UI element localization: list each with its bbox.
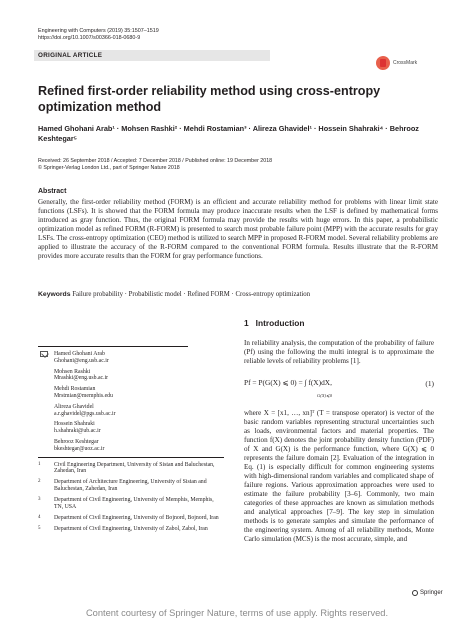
affiliation-text: Department of Architecture Engineering, University of Sistan and Baluchestan, Zahedan, Iran xyxy=(54,479,207,493)
equation-body: Pf = P(G(X) ⩽ 0) = ∫ f(X)dX, xyxy=(244,378,332,387)
doi-link[interactable]: https://doi.org/10.1007/s00366-018-0680-9 xyxy=(38,35,141,41)
affiliation-item xyxy=(38,526,224,533)
section-title: Introduction xyxy=(255,318,305,328)
contact-item xyxy=(38,404,224,418)
publisher-name: Springer xyxy=(420,590,443,596)
contact-email[interactable]: bkeshtegar@uoz.ac.ir xyxy=(54,445,105,452)
keywords-text: Failure probability · Probabilistic model · Refined FORM · Cross-entropy optimization xyxy=(72,291,311,298)
equation-1 xyxy=(244,373,434,403)
contact-list xyxy=(38,351,224,453)
journal-info xyxy=(38,28,159,42)
dates-line: Received: 26 September 2018 / Accepted: 7 December 2018 / Published online: 19 December 2018 xyxy=(38,158,273,164)
equation-number: (1) xyxy=(425,379,434,388)
author-list: Hamed Ghohani Arab¹ · Mohsen Rashki² · Mehdi Rostamian³ · Alireza Ghavidel¹ · Hossein Shahraki⁴ · Behrooz Keshtegar⁵ xyxy=(38,124,419,143)
contact-item xyxy=(38,369,224,383)
abstract-text: Generally, the first-order reliability method (FORM) is an efficient and accurate reliability method for problems with linear limit state functions (LSFs). It is showed that the FORM formula may produce inaccurate results when the LSF is defined by mathematical forms introduced as gray function. Thus, the original FORM formula may provide the results with huge errors. In this paper, a probabilistic optimization model as refined FORM (R-FORM) is presented to search most probable failure point (MPP) with the accurate results for gray LSFs. The cross-entropy optimization (CEO) method is utilized to search MPP in proposed R-FORM model. Several reliability problems are applied to illustrate the accuracy of the R-FORM compared to the conventional FORM formula. Results illustrate that the R-FORM provides more accurate results than the FORM for gray performance functions. xyxy=(38,198,438,260)
journal-citation: Engineering with Computers (2019) 35:1507–1519 xyxy=(38,28,159,34)
author-details-column xyxy=(38,346,224,537)
contact-item xyxy=(38,351,224,365)
contact-name: Behrooz Keshtegar xyxy=(54,438,99,445)
affiliation-number: 3 xyxy=(38,497,41,503)
publication-dates xyxy=(38,158,438,172)
affiliation-number: 2 xyxy=(38,479,41,485)
keywords-label: Keywords xyxy=(38,291,71,298)
crossmark-icon xyxy=(376,56,390,70)
contact-divider xyxy=(38,346,188,347)
contact-email[interactable]: Mrashki@eng.usb.ac.ir xyxy=(54,375,109,382)
equation-subscript: G(X)⩽0 xyxy=(317,393,333,398)
contact-item xyxy=(38,439,224,453)
crossmark-badge[interactable] xyxy=(376,52,442,74)
affiliation-item xyxy=(38,515,224,522)
keywords xyxy=(38,290,438,299)
affiliation-divider xyxy=(38,457,224,458)
affiliation-item xyxy=(38,497,224,511)
contact-name: Hossein Shahraki xyxy=(54,421,95,428)
courtesy-footer: Content courtesy of Springer Nature, terms of use apply. Rights reserved. xyxy=(85,608,389,618)
contact-item xyxy=(38,386,224,400)
envelope-icon xyxy=(40,351,48,357)
contact-name: Mehdi Rostamian xyxy=(54,386,96,393)
contact-name: Mohsen Rashki xyxy=(54,368,91,375)
affiliation-text: Department of Civil Engineering, University of Memphis, Memphis, TN, USA xyxy=(54,497,214,511)
crossmark-label: CrossMark xyxy=(393,60,418,66)
abstract-heading: Abstract xyxy=(38,188,67,195)
affiliation-number: 1 xyxy=(38,461,41,467)
intro-paragraph-2: where X = [x1, …, xn]ᵀ (T = transpose operator) is vector of the basic random variables representing structural uncertainties such as loads, environmental factors and material properties. The function f(X) denotes the joint probability density function (PDF) of X and G(X) is the performance function, where G(X) ⩽ 0 represents the failure domain [2]. Evaluation of the integration in Eq. (1) is especially difficult for common engineering systems with high-dimensional random variables and complicated shape of failure regions. Various approximation approaches were used to estimate the failure probability [3–6]. Commonly, two main categories of these approaches are known as simulation methods and analytical approaches [7–9]. The key step in simulation methods is to generate samples and simulate the performance of the engineering system. Among of all reliability methods, Monte Carlo simulation (MCS) is the most accurate, simple, and xyxy=(244,409,434,543)
affiliation-text: Department of Civil Engineering, University of Zabol, Zabol, Iran xyxy=(54,525,208,532)
contact-item xyxy=(38,421,224,435)
copyright-line: © Springer-Verlag London Ltd., part of Springer Nature 2018 xyxy=(38,165,180,171)
contact-email[interactable]: Mrstmian@memphis.edu xyxy=(54,392,113,399)
affiliation-text: Civil Engineering Department, University of Sistan and Baluchestan, Zahedan, Iran xyxy=(54,461,215,475)
affiliation-number: 5 xyxy=(38,525,41,531)
introduction-column xyxy=(244,318,434,544)
affiliation-text: Department of Civil Engineering, University of Bojnord, Bojnord, Iran xyxy=(54,515,219,521)
section-number: 1 xyxy=(244,318,249,328)
contact-email[interactable]: a.r.ghavidel@pgs.usb.ac.ir xyxy=(54,410,116,417)
affiliation-number: 4 xyxy=(38,515,41,520)
intro-paragraph-1: In reliability analysis, the computation of the probability of failure (Pf) using the following the multi integral is to approximate the reliable levels of reliability problems [1]. xyxy=(244,339,434,365)
publisher-mark xyxy=(412,590,443,596)
affiliation-item xyxy=(38,462,224,476)
affiliation-list xyxy=(38,462,224,533)
contact-email[interactable]: h.shahraki@ub.ac.ir xyxy=(54,428,101,435)
affiliation-item xyxy=(38,479,224,493)
article-type-banner: ORIGINAL ARTICLE xyxy=(34,50,270,61)
contact-name: Hamed Ghohani Arab xyxy=(54,351,105,357)
paper-title: Refined first-order reliability method using cross-entropy optimization method xyxy=(38,84,381,114)
contact-name: Alireza Ghavidel xyxy=(54,403,94,410)
contact-email[interactable]: Ghohani@eng.usb.ac.ir xyxy=(54,357,109,364)
springer-horse-icon xyxy=(412,590,418,596)
section-heading xyxy=(244,318,434,328)
